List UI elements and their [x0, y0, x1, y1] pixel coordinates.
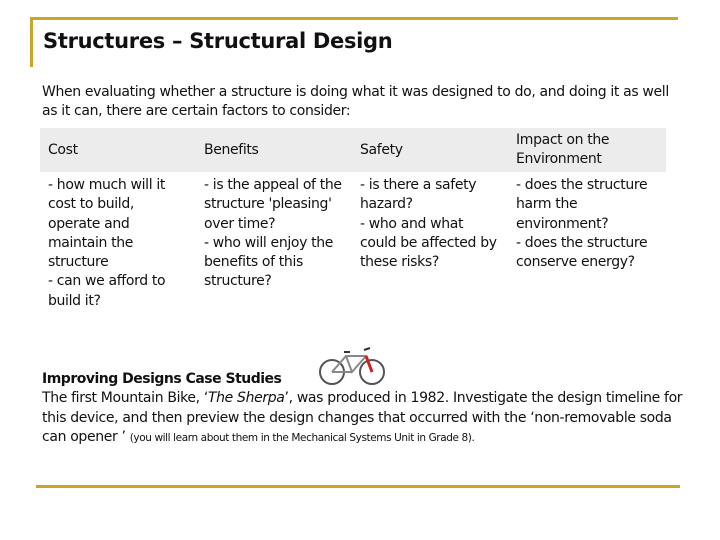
bike-name: The Sherpa [207, 390, 285, 407]
case-studies-heading: Improving Designs Case Studies [42, 371, 282, 387]
header-benefits: Benefits [196, 128, 352, 172]
left-rule [30, 17, 33, 67]
cell-safety: - is there a safety hazard? - who and what could be affected by these risks? [360, 177, 497, 271]
cell-cost: - how much will it cost to build, operate and maintain the structure - can we afford to build it? [48, 177, 166, 309]
header-cost: Cost [40, 128, 196, 172]
intro-text: When evaluating whether a structure is doing what it was designed to do, and doing it as well as it can, there are certain factors to consider: [42, 84, 669, 119]
case-studies-section [42, 370, 692, 448]
bottom-rule [36, 485, 680, 488]
header-environment: Impact on the Environment [508, 128, 666, 172]
case-studies-text [42, 389, 692, 448]
table-row [40, 172, 666, 311]
cell-environment: - does the structure harm the environment? - does the structure conserve energy? [516, 177, 648, 271]
text-part: ’, was produced in 1982. Investigate the design timeline for this device, and then preview the design changes that occurred with the ‘non-removable soda can opener ’ [42, 390, 683, 445]
top-rule [30, 17, 678, 20]
cell-benefits: - is the appeal of the structure 'pleasing' over time? - who will enjoy the benefits of this structure? [204, 177, 342, 290]
text-part: The first Mountain Bike, ‘ [42, 390, 208, 407]
page-title: Structures – Structural Design [43, 29, 393, 53]
table-header-row [40, 128, 666, 172]
grade-note: (you will learn about them in the Mechanical Systems Unit in Grade 8). [129, 431, 475, 444]
header-safety: Safety [352, 128, 508, 172]
factors-table [40, 128, 666, 311]
